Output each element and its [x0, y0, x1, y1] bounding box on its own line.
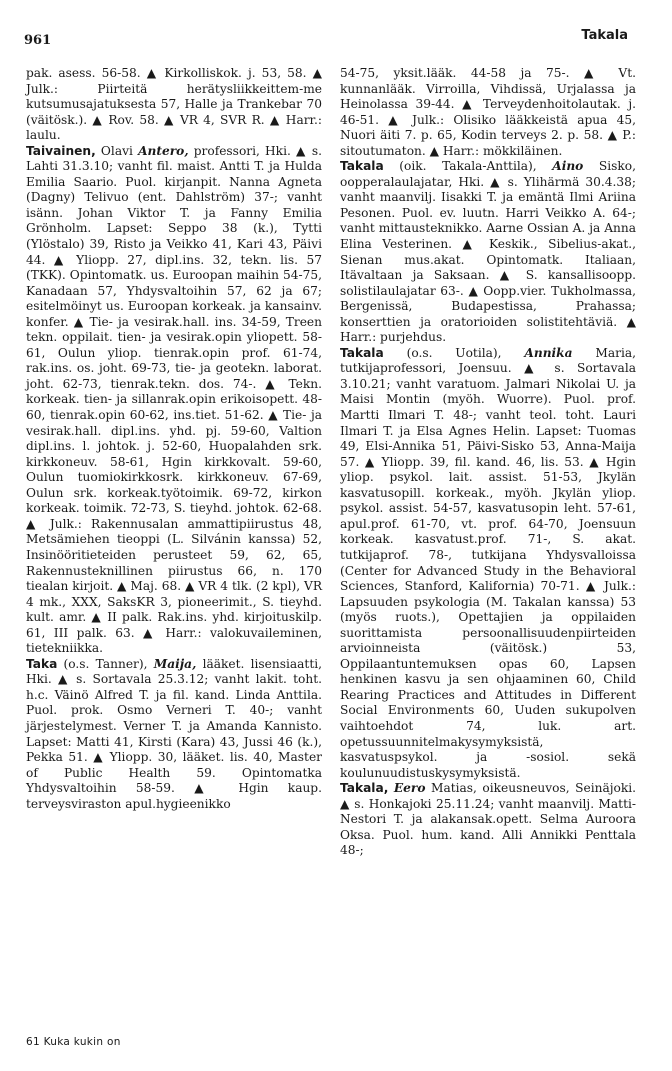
entry-text: pak. asess. 56-58. ▲ Kirkolliskok. j. 53, 58. ▲ Julk.: Piirteitä herätysliikkeittem-me kutsumusajatuksesta 57, Halle ja Trankebar 70 (väitösk.). ▲ Rov. 58. ▲ VR 4, SVR R. ▲ Harr.: laulu.	[26, 66, 322, 143]
entry-text: lääket. lisensiaatti, Hki. ▲ s. Sortavala 25.3.12; vanht lakit. toht. h.c. Väinö Alfred T. ja fil. kand. Linda Anttila. Puol. prok. Osmo Verneri T. 40-; vanht järjestelymest. Verner T. ja Amanda Kannisto. Lapset: Matti 41, Kirsti (Kara) 43, Jussi 46 (k.), Pekka 51. ▲ Yliopp. 30, lääket. lis. 40, Master of Public Health 59. Opintomatka Yhdysvaltoihin 58-59. ▲ Hgin kaup. terveysviraston apul.hygieenikko	[26, 656, 322, 811]
entry-headname: Takala,	[340, 781, 389, 796]
entry-text: Sisko, oopperalaulajatar, Hki. ▲ s. Ylihärmä 30.4.38; vanht maanvilj. Iisakki T. ja emäntä Ilmi Ariina Pesonen. Puol. ev. luutn. Harri Veikko A. 64-; vanht mittausteknikko. Aarne Ossian A. ja Anna Elina Vesterinen. ▲ Keskik., Sibelius-akat., Sienan mus.akat. Opintomatk. Italiaan, Itävaltaan ja Saksaan. ▲ S. kansallisoopp. solistilaulajatar 63-. ▲ Oopp.vier. Tukholmassa, Bergenissä, Budapestissa, Prahassa; konserttien ja oratorioiden solistitehtäviä. ▲ Harr.: purjehdus.	[340, 159, 636, 345]
page-number: 961	[24, 33, 52, 48]
entry-given-name: Antero,	[138, 143, 189, 158]
entry-given-name: Annika	[524, 345, 573, 360]
entry-takala-aino	[340, 159, 636, 346]
entry-text: Matias, oikeusneuvos, Seinäjoki. ▲ s. Honkajoki 25.11.24; vanht maanvilj. Matti-Nestori T. ja alakansak.opett. Selma Auroora Oksa. Puol. hum. kand. Alli Annikki Penttala 48-;	[340, 781, 637, 858]
entry-given-name: Eero	[393, 781, 426, 796]
entry-headname: Taivainen,	[26, 143, 96, 158]
entry-headname: Taka	[26, 656, 58, 671]
entry-continued-left	[26, 66, 322, 144]
entry-pre: (oik. Takala-Anttila),	[383, 159, 553, 174]
entry-given-name: Maija,	[153, 656, 197, 671]
left-column	[26, 66, 322, 812]
entry-headname: Takala	[340, 345, 384, 360]
entry-headname: Takala	[340, 159, 384, 174]
entry-text: Maria, tutkijaprofessori, Joensuu. ▲ s. Sortavala 3.10.21; vanht varatuom. Jalmari Nikolai U. ja Maisi Montin (myöh. Wuorre). Puol. prof. Martti Ilmari T. 48-; vanht teol. toht. Lauri Ilmari T. ja Elsa Agnes Helin. Lapset: Tuomas 49, Elsi-Annika 51, Päivi-Sisko 53, Anna-Maija 57. ▲ Yliopp. 39, fil. kand. 46, lis. 53. ▲ Hgin yliop. psykol. lait. assist. 51-53, Jkylän kasvatusopill. korkeak., myöh. Jkylän yliop. psykol. assist. 54-57, kasvatusopin leht. 57-61, apul.prof. 61-70, vt. prof. 64-70, Joensuun korkeak. kasvatust.prof. 71-, S. akat. tutkijaprof. 78-, tutkijana Yhdysvalloissa (Center for Advanced Study in the Behavioral Sciences, Stanford, Kalifornia) 70-71. ▲ Julk.: Lapsuuden psykologia (M. Takalan kanssa) 53 (myös ruots.), Opettajien ja oppilaiden suorittamista persoonallisuudenpiirteiden arvioinneista (väitösk.) 53, Oppilaantuntemuksen opas 60, Lapsen henkinen kasvu ja sen ohjaaminen 60, Child Rearing Practices and Attitudes in Different Social Environments 60, Uuden sukupolven vaihtoehdot 74, luk. art. opetussuunnitelmakysymyksistä, kasvatuspsykol. ja -sosiol. sekä koulunuudistuskysymyksistä.	[340, 345, 637, 780]
entry-pre: Olavi	[95, 143, 139, 158]
entry-continued-right	[340, 66, 636, 159]
entry-text: 54-75, yksit.lääk. 44-58 ja 75-. ▲ Vt. kunnanlääk. Virroilla, Vihdissä, Urjalassa ja Heinolassa 39-44. ▲ Terveydenhoitolautak. j. 46-51. ▲ Julk.: Olisiko lääkkeistä apua 45, Nuori äiti 7. p. 65, Kodin terveys 2. p. 58. ▲ P.: sitoutumaton. ▲ Harr.: mökkiläinen.	[340, 66, 636, 158]
entry-text: professori, Hki. ▲ s. Lahti 31.3.10; vanht fil. maist. Antti T. ja Hulda Emilia Saario. Puol. kirjanpit. Nanna Agneta (Dagny) Telivuo (ent. Dahlström) 37-; vanht isänn. Johan Viktor T. ja Fanny Emilia Grönholm. Lapset: Seppo 38 (k.), Tytti (Ylöstalo) 39, Risto ja Veikko 41, Kari 43, Päivi 44. ▲ Yliopp. 27, dipl.ins. 32, tekn. lis. 57 (TKK). Opintomatk. us. Euroopan maihin 54-75, Kanadaan 57, Yhdysvaltoihin 57, 62 ja 67; esitelmöinyt us. Euroopan korkeak. ja kansainv. konfer. ▲ Tie- ja vesirak.hall. ins. 34-59, Treen tekn. oppilait. tien- ja vesirak.opin yliopett. 58-61, Oulun yliop. tienrak.opin prof. 61-74, rak.ins. os. joht. 69-73, tie- ja geotekn. laborat. joht. 62-73, tienrak.tekn. dos. 74-. ▲ Tekn. korkeak. tien- ja sillanrak.opin erikoisopett. 48-60, tienrak.opin 60-62, ins.tiet. 51-62. ▲ Tie- ja vesirak.hall. dipl.ins. yhd. pj. 59-60, Valtion dipl.ins. l. johtok. j. 52-60, Huopalahden srk. kirkkoneuv. 58-61, Hgin kirkkovalt. 59-60, Oulun tuomiokirkkosrk. kirkkoneuv. 67-69, Oulun srk. korkeak.työtoimik. 69-72, kirkon korkeak. toimik. 72-73, S. tieyhd. johtok. 62-68. ▲ Julk.: Rakennusalan ammattipiirustus 48, Metsämiehen tieoppi (L. Silvánin kanssa) 52, Insinööritieteiden perusteet 59, 62, 65, Rakennusteknillinen piirustus 66, n. 170 tiealan kirjoit. ▲ Maj. 68. ▲ VR 4 tlk. (2 kpl), VR 4 mk., XXX, SaksKR 3, pioneerimit., S. tieyhd. kult. amr. ▲ II palk. Rak.ins. yhd. kirjoituskilp. 61, III palk. 63. ▲ Harr.: valokuvaileminen, tietekniikka.	[26, 143, 323, 656]
running-head: Takala	[581, 28, 628, 43]
entry-takala-annika	[340, 346, 636, 781]
entry-pre: (o.s. Uotila),	[383, 345, 525, 360]
entry-takala-eero	[340, 781, 636, 859]
entry-pre: (o.s. Tanner),	[57, 656, 154, 671]
entry-given-name: Aino	[552, 159, 584, 174]
footer: 61 Kuka kukin on	[26, 1036, 121, 1048]
entry-taivainen	[26, 144, 322, 657]
right-column	[340, 66, 636, 859]
entry-taka	[26, 657, 322, 812]
